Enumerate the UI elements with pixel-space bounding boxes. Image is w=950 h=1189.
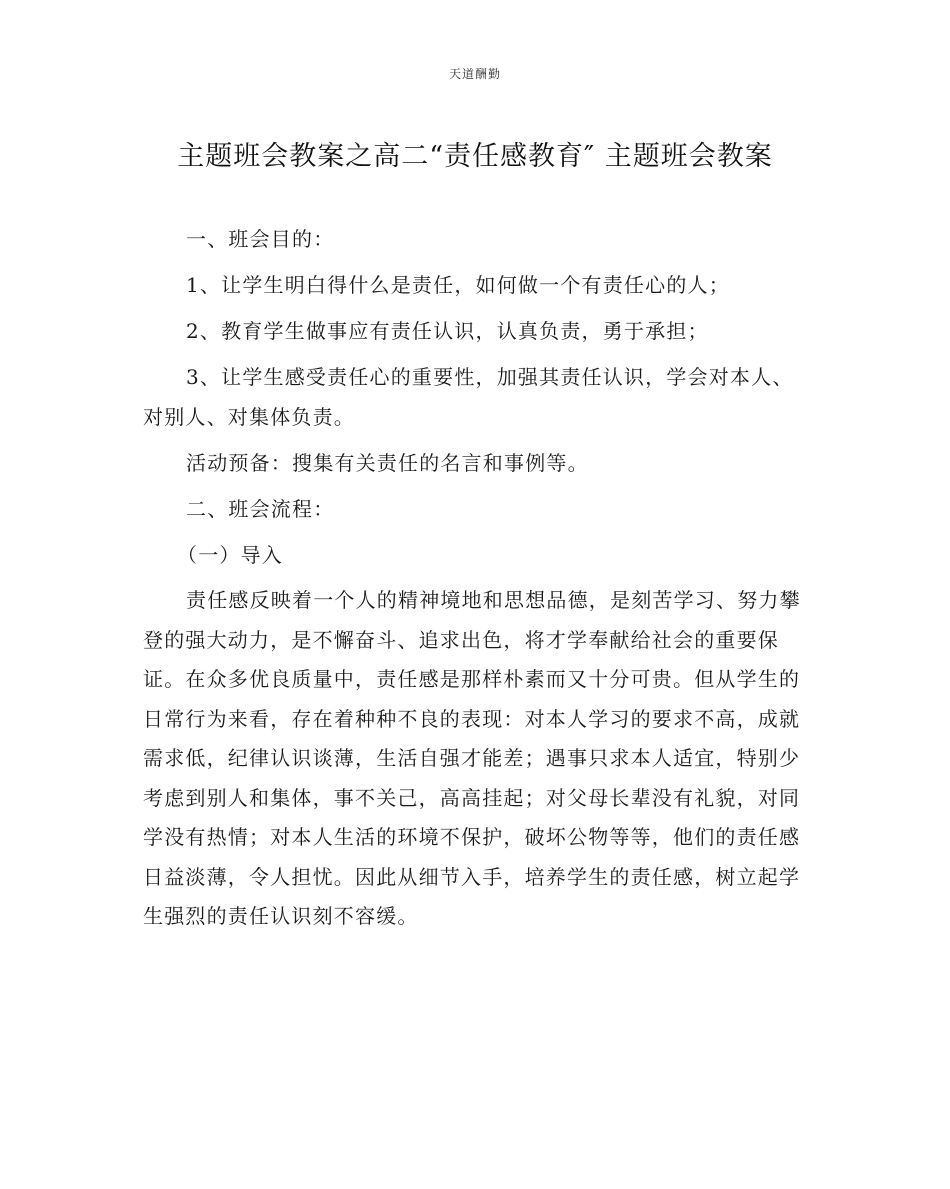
page-header: 天道酬勤 — [448, 67, 501, 81]
subsection-heading-intro: （一）导入 — [177, 543, 283, 567]
objective-item-1: 1、让学生明白得什么是责任，如何做一个有责任心的人； — [186, 273, 730, 297]
document-title: 主题班会教案之高二“责任感教育″ 主题班会教案 — [177, 141, 773, 172]
section-heading-objectives: 一、班会目的： — [186, 227, 335, 251]
section-heading-process: 二、班会流程： — [186, 497, 335, 521]
intro-paragraph: 责任感反映着一个人的精神境地和思想品德，是刻苦学习、努力攀登的强大动力，是不懈奋斗、追求出色，将才学奉献给社会的重要保证。在众多优良质量中，责任感是那样朴素而又十分可贵。但从学生的日常行为来看，存在着种种不良的表现：对本人学习的要求不高，成就需求低，纪律认识谈薄，生活自强才能差；遇事只求本人适宜，特别少考虑到别人和集体，事不关己，高高挂起；对父母长辈没有礼貌，对同学没有热情；对本人生活的环境不保护，破坏公物等等，他们的责任感日益淡薄，令人担忧。因此从细节入手，培养学生的责任感，树立起学生强烈的责任认识刻不容缓。 — [143, 588, 801, 928]
objective-item-2: 2、教育学生做事应有责任认识，认真负责，勇于承担； — [186, 319, 709, 343]
activity-preparation: 活动预备：搜集有关责任的名言和事例等。 — [186, 451, 589, 475]
objective-item-3: 3、让学生感受责任心的重要性，加强其责任认识，学会对本人、对别人、对集体负责。 — [143, 365, 794, 429]
document-body — [143, 219, 803, 943]
